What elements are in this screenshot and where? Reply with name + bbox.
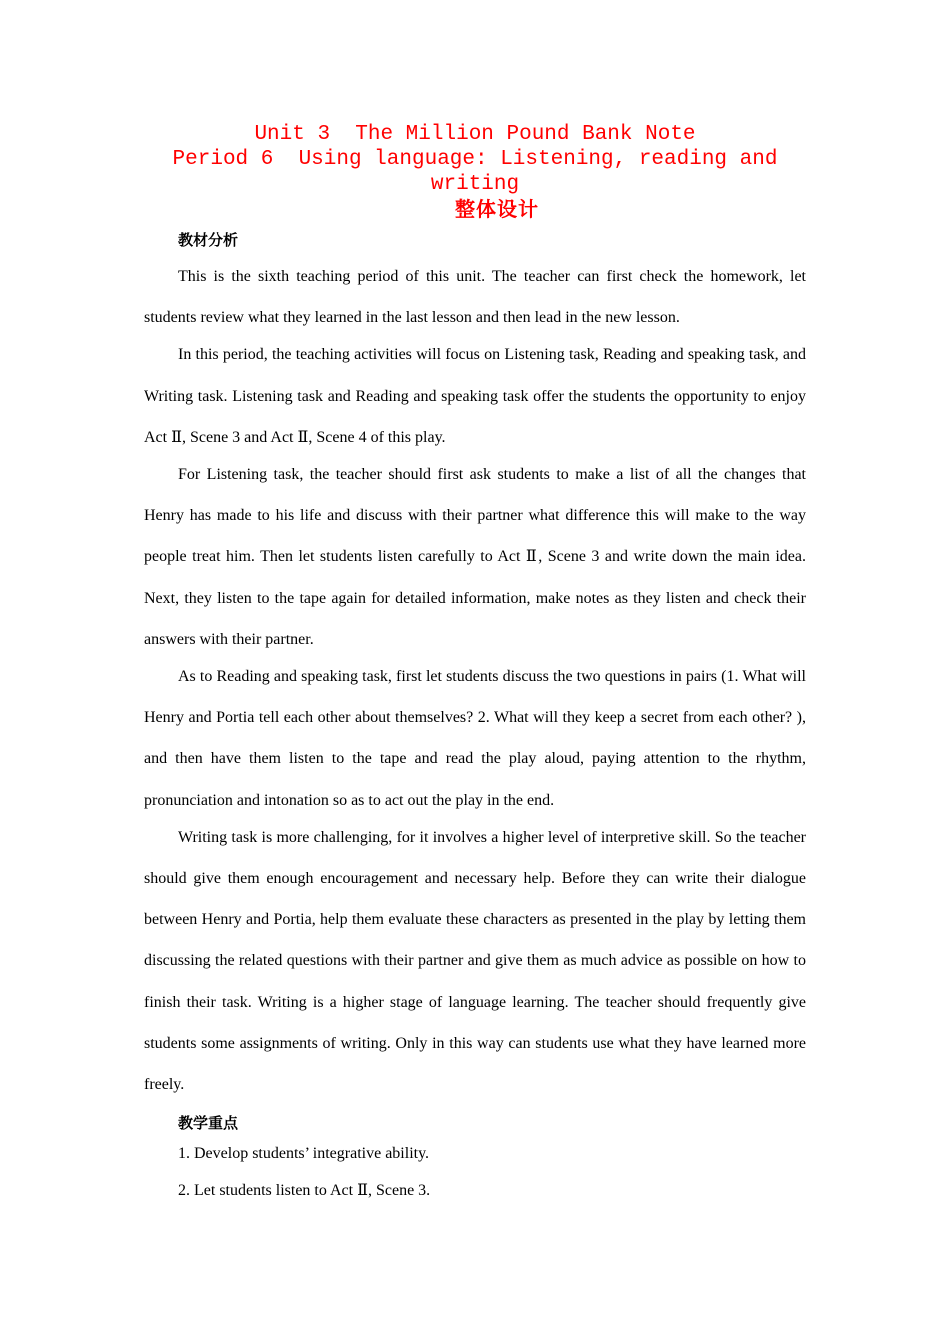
section-heading-textbook-analysis: 教材分析	[178, 231, 239, 249]
paragraph: For Listening task, the teacher should first ask students to make a list of all the changes that Henry has made to his life and discuss with their partner what difference this will make to the way people treat him. Then let students listen carefully to Act Ⅱ, Scene 3 and write down the main idea. Next, they listen to the tape again for detailed information, make notes as they listen and check their answers with their partner.	[144, 466, 806, 648]
title-overall-design: 整体设计	[455, 197, 539, 221]
list-item: 1. Develop students’ integrative ability.	[178, 1145, 430, 1163]
paragraph: Writing task is more challenging, for it involves a higher level of interpretive skill. So the teacher should give them enough encouragement and necessary help. Before they can write their dialogue between Henry and Portia, help them evaluate these characters as presented in the play by letting them discussing the related questions with their partner and give them as much advice as possible on how to finish their task. Writing is a higher stage of language learning. The teacher should frequently give students some assignments of writing. Only in this way can students use what they have learned more freely.	[144, 828, 806, 1094]
paragraph: This is the sixth teaching period of this unit. The teacher can first check the homework, let students review what they learned in the last lesson and then lead in the new lesson.	[144, 268, 806, 327]
title-period-continued: writing	[430, 173, 520, 196]
title-unit: Unit 3 The Million Pound Bank Note	[254, 123, 696, 146]
title-period: Period 6 Using language: Listening, reading and	[172, 148, 778, 171]
document-page	[144, 122, 806, 1209]
section-heading-teaching-focus: 教学重点	[178, 1114, 239, 1133]
list-item: 2. Let students listen to Act Ⅱ, Scene 3.	[178, 1182, 431, 1200]
paragraph: In this period, the teaching activities will focus on Listening task, Reading and speaking task, and Writing task. Listening task and Reading and speaking task offer the students the opportunity to enjoy Act Ⅱ, Scene 3 and Act Ⅱ, Scene 4 of this play.	[144, 346, 806, 446]
document-title	[144, 122, 806, 222]
paragraph: As to Reading and speaking task, first let students discuss the two questions in pairs (1. What will Henry and Portia tell each other about themselves? 2. What will they keep a secret from each other? ), and then have them listen to the tape and read the play aloud, paying attention to the rhythm, pronunciation and intonation so as to act out the play in the end.	[144, 668, 806, 809]
